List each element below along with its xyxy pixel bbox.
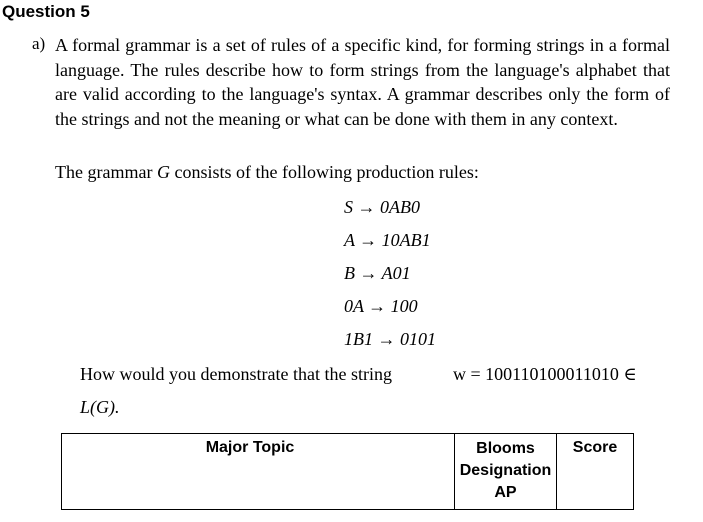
blooms-cell [455, 434, 557, 510]
question-title: Question 5 [2, 2, 90, 21]
prompt-text: How would you demonstrate that the string [80, 364, 392, 384]
production-rule: 0A → 100 [344, 296, 418, 316]
rubric-row [62, 434, 634, 510]
major-topic-cell [62, 434, 455, 510]
production-rule: S → 0AB0 [344, 197, 420, 217]
production-rule: B → A01 [344, 263, 411, 283]
blooms-label-line1: Blooms [476, 440, 535, 457]
grammar-prefix: The grammar [55, 162, 157, 182]
production-rule: A → 10AB1 [344, 230, 431, 250]
prompt-language: L(G). [80, 397, 120, 417]
blooms-value: AP [494, 484, 517, 501]
intro-paragraph: A formal grammar is a set of rules of a specific kind, for forming strings in a formal language. The rules describe how to form strings from the language's alphabet that are valid according to the language's syntax. A grammar describes only the form of the strings and not the meaning or what can be done with them in any context. [55, 35, 670, 129]
part-label: a) [32, 34, 46, 53]
grammar-statement [55, 162, 479, 183]
production-rule: 1B1 → 0101 [344, 329, 436, 349]
score-cell [557, 434, 634, 510]
score-label: Score [572, 439, 618, 456]
grammar-symbol: G [156, 162, 170, 182]
grammar-suffix: consists of the following production rules: [169, 162, 479, 182]
rubric-table [61, 433, 634, 510]
prompt-string: w = 100110100011010 ∈ [453, 364, 637, 384]
blooms-label-line2: Designation [459, 462, 552, 479]
major-topic-label: Major Topic [205, 439, 295, 456]
